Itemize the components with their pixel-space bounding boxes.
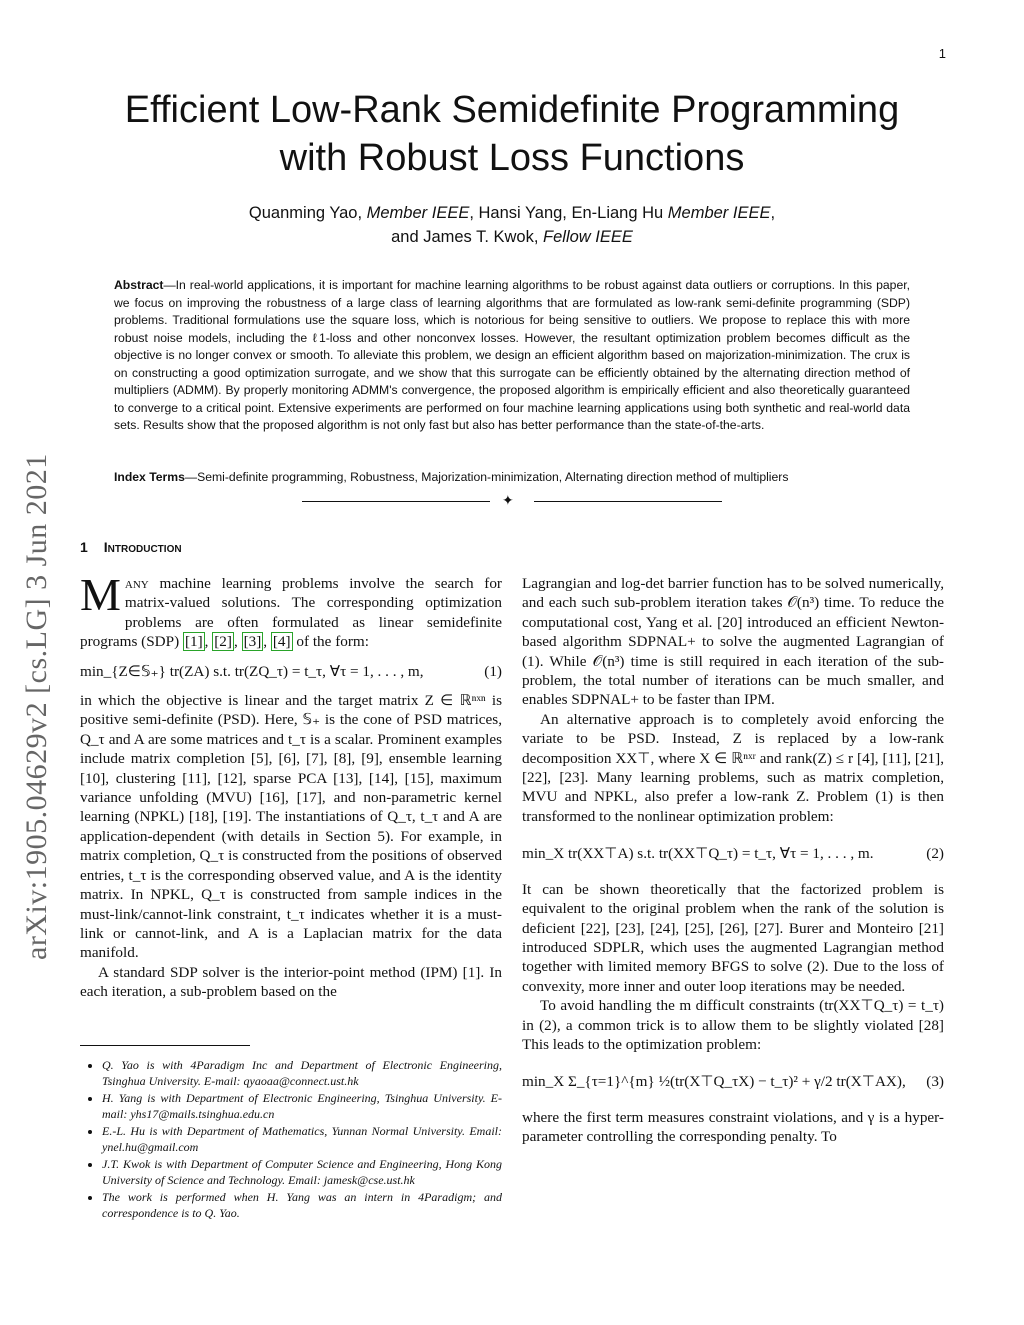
title-line-2: with Robust Loss Functions bbox=[279, 137, 745, 179]
right-paragraph-1: Lagrangian and log-det barrier function has to be solved numerically, and each such sub-problem iteration takes 𝒪(n³) time. To reduce the computational cost, Yang et al. [20] introduced an efficient Newton-based algorithm SDPNAL+ to solve the augmented Lagrangian of (1). While 𝒪(n³) time is still required in each iteration of the sub-problem, the total number of iterations can be much smaller, and enables SDPNAL+ to be faster than IPM. bbox=[522, 575, 944, 709]
right-paragraph-3: It can be shown theoretically that the factorized problem is equivalent to the original problem when the rank of the solution is deficient [22], [23], [24], [25], [26], [27]. Burer and Monteiro [21] introduced SDPLR, which uses the augmented Lagrangian method together with limited memory BFGS to solve (2). Due to the loss of convexity, more inner and outer loop iterations may be needed. bbox=[522, 880, 944, 995]
section-divider bbox=[302, 494, 722, 509]
author-1-role: Member IEEE bbox=[366, 204, 470, 222]
footnote-item: • E.-L. Hu is with Department of Mathematics, Yunnan Normal University. Email: ynel.hu@gmail.com bbox=[102, 1124, 502, 1155]
author-4-role: Fellow IEEE bbox=[543, 228, 633, 246]
dropcap: M bbox=[80, 569, 121, 620]
right-paragraph-4: To avoid handling the m difficult constraints (tr(XX⊤Q_τ) = t_τ) in (2), a common trick is to allow them to be slightly violated [28] This leads to the optimization problem: bbox=[522, 997, 944, 1053]
author-sep: , bbox=[770, 204, 776, 222]
right-paragraph-2: An alternative approach is to completely avoid enforcing the variate to be PSD. Instead, Z is replaced by a low-rank decomposition XX⊤, where X ∈ ℝⁿˣʳ and rank(Z) ≤ r [4], [11], [21], [22], [23]. Many learning problems, such as matrix completion, MVU and NPKL, also prefer a low-rank Z. Problem (1) is then transformed to the nonlinear optimization problem: bbox=[522, 710, 944, 825]
divider-star-icon: ✦ bbox=[502, 494, 514, 509]
footnote-item: • J.T. Kwok is with Department of Computer Science and Engineering, Hong Kong University of Science and Technology. Email: jamesk@cse.ust.hk bbox=[102, 1157, 502, 1188]
citation-link[interactable]: [4] bbox=[272, 633, 291, 651]
intro-paragraph-3: A standard SDP solver is the interior-point method (IPM) [1]. In each iteration, a sub-problem based on the bbox=[80, 963, 502, 1001]
footnotes bbox=[80, 1058, 502, 1223]
title-line-1: Efficient Low-Rank Semidefinite Programming bbox=[124, 89, 900, 131]
author-2-3: , Hansi Yang, En-Liang Hu bbox=[469, 204, 668, 222]
section-number: 1 bbox=[80, 539, 88, 555]
equation-number: (1) bbox=[484, 662, 502, 680]
index-terms bbox=[114, 469, 910, 486]
section-heading bbox=[80, 539, 182, 555]
left-column bbox=[80, 569, 502, 1002]
paper-title bbox=[0, 86, 1024, 182]
intro-paragraph-2: in which the objective is linear and the target matrix Z ∈ ℝⁿˣⁿ is positive semi-definite (PSD). Here, 𝕊₊ is the cone of PSD matrices, Q_τ and A are some matrices and t_τ is a scalar. Prominent examples include matrix completion [5], [6], [7], [8], [9], ensemble learning [10], clustering [11], [12], sparse PCA [13], [14], [15], maximum variance unfolding (MVU) [16], [17], and non-parametric kernel learning (NPKL) [18], [19]. The instantiations of Q_τ, t_τ and A are application-dependent (with details in Section 5). For example, in matrix completion, Q_τ is constructed from the positions of observed entries, t_τ is the corresponding observed value, and A is the identity matrix. In NPKL, Q_τ is constructed from sample indices in the must-link/cannot-link constraint, t_τ indicates whether it is a must-link or cannot-link, and A is a Laplacian matrix for the data manifold. bbox=[80, 692, 502, 962]
citation-link[interactable]: [1] bbox=[184, 633, 203, 651]
equation-2: min_X tr(XX⊤A) s.t. tr(XX⊤Q_τ) = t_τ, ∀τ = 1, . . . , m. (2) bbox=[522, 845, 944, 863]
equation-number: (2) bbox=[926, 845, 944, 863]
footnote-rule bbox=[80, 1045, 250, 1046]
arxiv-stamp: arXiv:1905.04629v2 [cs.LG] 3 Jun 2021 bbox=[20, 453, 53, 960]
authors bbox=[0, 201, 1024, 249]
abstract-label: Abstract bbox=[114, 278, 164, 292]
author-1: Quanming Yao, bbox=[248, 204, 367, 222]
author-4: and James T. Kwok, bbox=[391, 228, 544, 246]
footnote-item: • H. Yang is with Department of Electronic Engineering, Tsinghua University. E-mail: yhs17@mails.tsinghua.edu.cn bbox=[102, 1091, 502, 1122]
equation-number: (3) bbox=[926, 1073, 944, 1091]
abstract-text: —In real-world applications, it is important for machine learning algorithms to be robust against data outliers or corruptions. In this paper, we focus on improving the robustness of a large class of learning algorithms that are formulated as low-rank semi-definite programming (SDP) problems. Traditional formulations use the square loss, which is notorious for being sensitive to outliers. We propose to replace this with more robust noise models, including the ℓ1-loss and other nonconvex losses. However, the resultant optimization problem becomes difficult as the objective is no longer convex or smooth. To alleviate this problem, we design an efficient algorithm based on majorization-minimization. The crux is on constructing a good optimization surrogate, and we show that this surrogate can be efficiently obtained by the alternating direction method of multipliers (ADMM). By properly monitoring ADMM's convergence, the proposed algorithm is empirically efficient and also theoretically guaranteed to converge to a critical point. Extensive experiments are performed on four machine learning applications using both synthetic and real-world data sets. Results show that the proposed algorithm is not only fast but also has better performance than the state-of-the-arts. bbox=[114, 278, 910, 432]
index-terms-text: —Semi-definite programming, Robustness, Majorization-minimization, Alternating direction method of multipliers bbox=[184, 470, 789, 484]
intro-paragraph-1: Many machine learning problems involve the search for matrix-valued solutions. The corresponding optimization problems are often formulated as linear semidefinite programs (SDP) [1] , [2] , [3] , [4] of the form: bbox=[80, 569, 502, 651]
right-paragraph-5: where the first term measures constraint violations, and γ is a hyper-parameter controlling the corresponding penalty. To bbox=[522, 1108, 944, 1146]
equation-1: min_{Z∈𝕊₊} tr(ZA) s.t. tr(ZQ_τ) = t_τ, ∀τ = 1, . . . , m, (1) bbox=[80, 662, 502, 680]
right-column bbox=[522, 574, 944, 1147]
footnote-item: • Q. Yao is with 4Paradigm Inc and Department of Electronic Engineering, Tsinghua University. E-mail: qyaoaa@connect.ust.hk bbox=[102, 1058, 502, 1089]
footnote-item: • The work is performed when H. Yang was an intern in 4Paradigm; and correspondence is to Q. Yao. bbox=[102, 1190, 502, 1221]
section-title: Introduction bbox=[103, 539, 182, 555]
page-number: 1 bbox=[938, 46, 946, 61]
citation-link[interactable]: [2] bbox=[214, 633, 232, 651]
citation-link[interactable]: [3] bbox=[243, 633, 262, 651]
equation-3: min_X Σ_{τ=1}^{m} ½(tr(X⊤Q_τX) − t_τ)² + γ/2 tr(X⊤AX), (3) bbox=[522, 1073, 944, 1091]
index-terms-label: Index Terms bbox=[114, 470, 185, 484]
abstract bbox=[114, 277, 910, 435]
author-3-role: Member IEEE bbox=[667, 204, 771, 222]
